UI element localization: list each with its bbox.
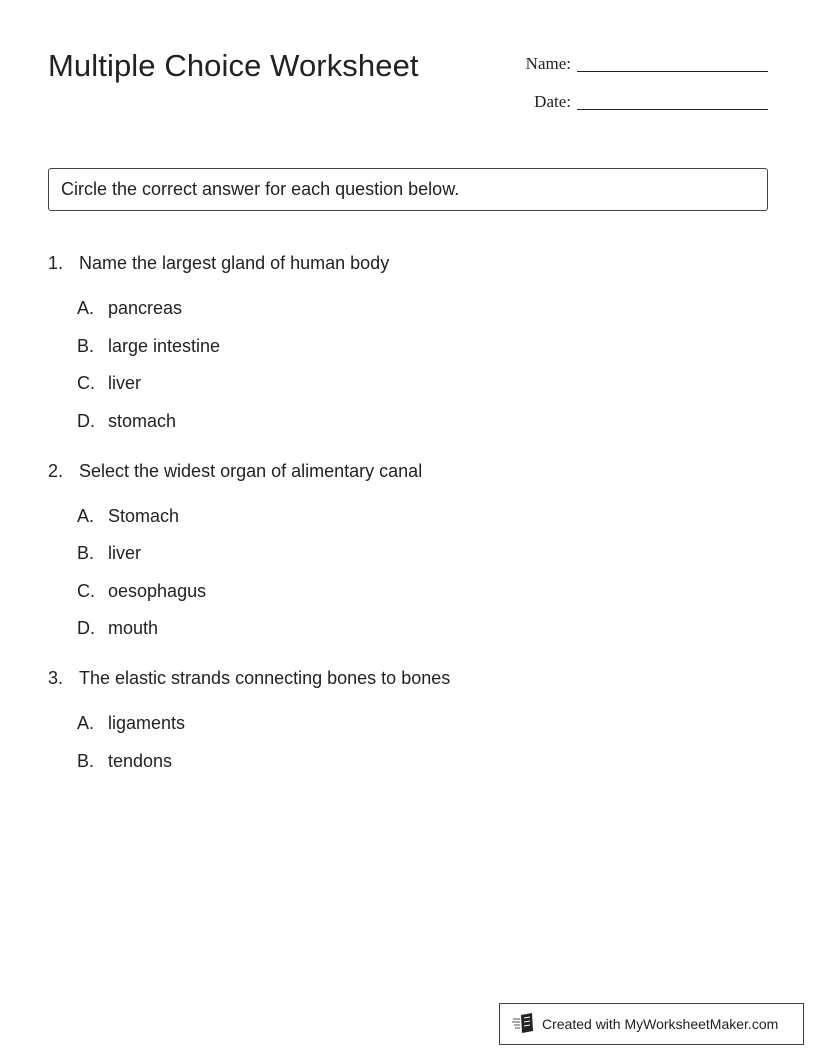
option-text: liver bbox=[108, 373, 142, 393]
option[interactable] bbox=[48, 749, 768, 773]
question-1 bbox=[48, 251, 768, 433]
option-text: liver bbox=[108, 543, 142, 563]
question-text: Select the widest organ of alimentary canal bbox=[79, 460, 423, 481]
option[interactable] bbox=[48, 579, 768, 603]
option-text: large intestine bbox=[108, 335, 221, 356]
option[interactable] bbox=[48, 711, 768, 735]
question-3 bbox=[48, 666, 768, 773]
option-letter: D. bbox=[77, 618, 95, 638]
question-2 bbox=[48, 459, 768, 641]
question-list bbox=[48, 251, 768, 799]
option-text: pancreas bbox=[108, 298, 183, 318]
option-letter: B. bbox=[77, 335, 95, 356]
page-title: Multiple Choice Worksheet bbox=[48, 48, 419, 83]
name-line[interactable] bbox=[577, 70, 768, 72]
option-letter: A. bbox=[77, 713, 95, 733]
option[interactable] bbox=[48, 296, 768, 320]
option-text: tendons bbox=[108, 750, 173, 771]
option-letter: B. bbox=[77, 543, 95, 563]
option-text: ligaments bbox=[108, 713, 186, 733]
footer-credit[interactable] bbox=[499, 1003, 804, 1045]
question-text: The elastic strands connecting bones to bones bbox=[79, 668, 451, 688]
option[interactable] bbox=[48, 541, 768, 565]
option-text: oesophagus bbox=[108, 580, 207, 601]
date-label: Date: bbox=[534, 92, 571, 111]
option-text: stomach bbox=[108, 410, 177, 431]
name-label: Name: bbox=[525, 54, 571, 73]
option-letter: A. bbox=[77, 505, 95, 526]
option-letter: A. bbox=[77, 298, 95, 318]
question-number: 2. bbox=[48, 460, 64, 481]
question-number: 3. bbox=[48, 668, 64, 688]
option[interactable] bbox=[48, 334, 768, 358]
question-text: Name the largest gland of human body bbox=[79, 253, 390, 273]
option-text: Stomach bbox=[108, 505, 180, 526]
worksheet-maker-logo-icon bbox=[512, 1012, 542, 1037]
option[interactable] bbox=[48, 504, 768, 528]
option-letter: B. bbox=[77, 750, 95, 771]
date-line[interactable] bbox=[577, 108, 768, 110]
option-letter: C. bbox=[77, 373, 95, 393]
instructions-box bbox=[48, 168, 768, 211]
option-letter: D. bbox=[77, 410, 95, 431]
option[interactable] bbox=[48, 371, 768, 395]
option[interactable] bbox=[48, 409, 768, 433]
option-text: mouth bbox=[108, 618, 159, 638]
question-number: 1. bbox=[48, 253, 64, 273]
option[interactable] bbox=[48, 616, 768, 640]
footer-text: Created with MyWorksheetMaker.com bbox=[542, 1016, 779, 1032]
option-letter: C. bbox=[77, 580, 95, 601]
instructions-text: Circle the correct answer for each question below. bbox=[61, 179, 460, 199]
date-field[interactable] bbox=[534, 92, 768, 112]
name-field[interactable] bbox=[526, 54, 768, 74]
